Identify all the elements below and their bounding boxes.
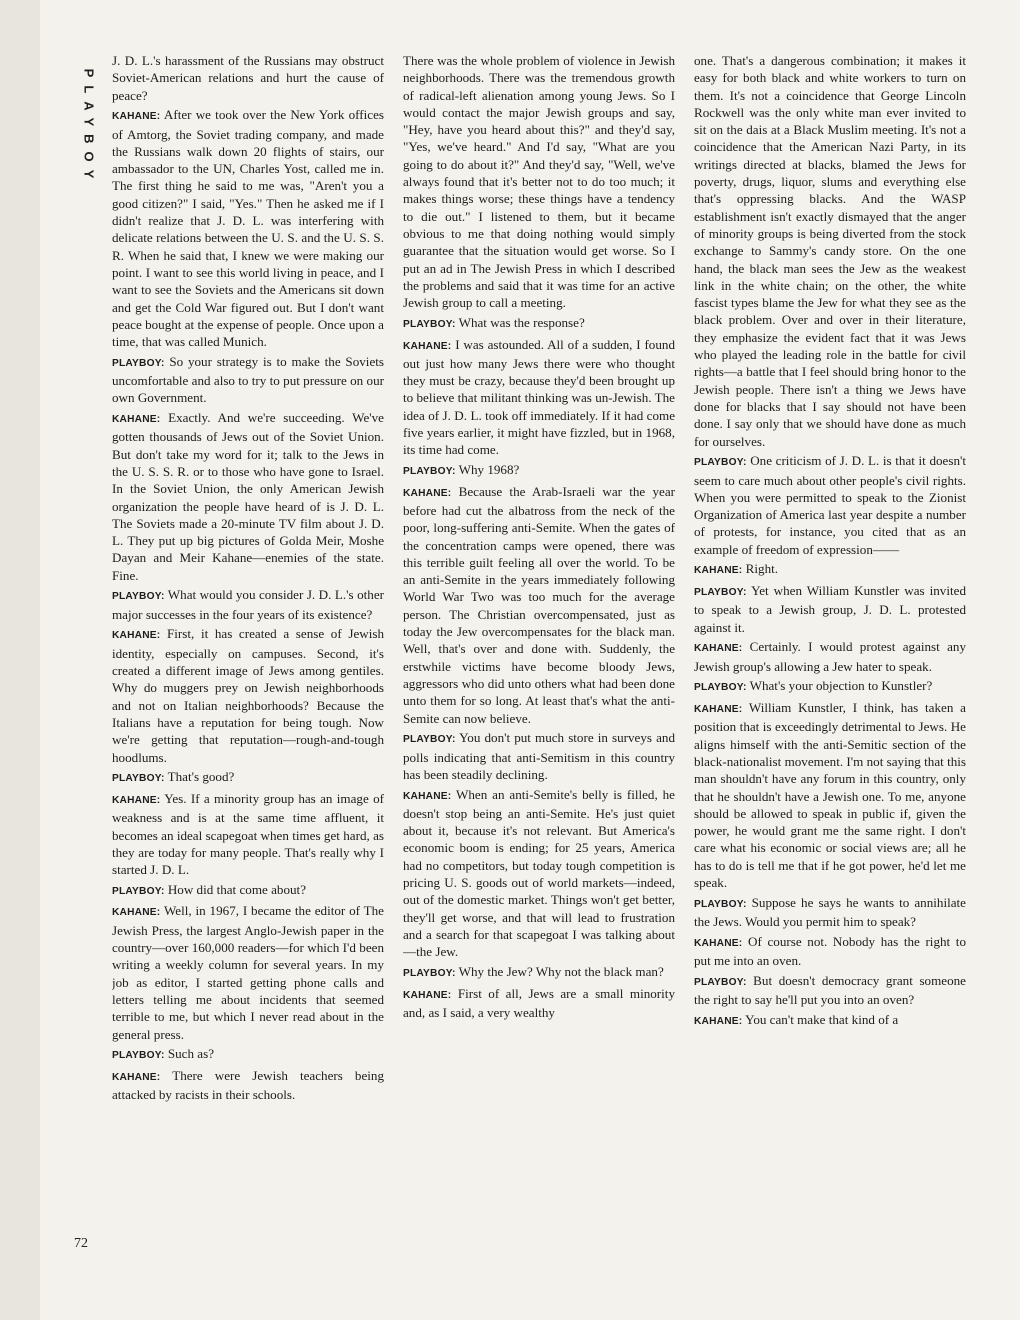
column-2 — [403, 52, 675, 1262]
running-head — [78, 52, 100, 202]
paragraph-text: Yes. If a minority group has an image of weakness and is at the same time affluent, it becomes an ideal scapegoat when times get hard, as they are today for many people. That's really why I started J. D. L. — [112, 790, 384, 878]
speaker-label: KAHANE: — [112, 414, 161, 426]
speaker-label: KAHANE: — [403, 487, 452, 499]
interview-paragraph — [403, 963, 675, 982]
interview-paragraph — [112, 586, 384, 623]
column-3 — [694, 52, 966, 1262]
speaker-label: PLAYBOY: — [112, 357, 165, 369]
paragraph-text: So your strategy is to make the Soviets uncomfortable and also to try to put pressure on our own Government. — [112, 353, 384, 406]
speaker-label: KAHANE: — [403, 340, 452, 352]
page-number: 72 — [74, 1236, 88, 1251]
interview-paragraph — [694, 638, 966, 675]
interview-paragraph — [403, 483, 675, 727]
speaker-label: KAHANE: — [112, 630, 161, 642]
interview-paragraph — [403, 985, 675, 1022]
paragraph-text: First of all, Jews are a small minority and, as I said, a very wealthy — [403, 985, 675, 1020]
interview-paragraph — [694, 677, 966, 696]
speaker-label: KAHANE: — [694, 937, 743, 949]
paragraph-text: Right. — [745, 561, 779, 577]
paragraph-text: How did that come about? — [167, 881, 307, 897]
interview-paragraph — [403, 336, 675, 459]
speaker-label: KAHANE: — [694, 1015, 743, 1027]
speaker-label: PLAYBOY: — [694, 898, 747, 910]
paragraph-text: Of course not. Nobody has the right to put me into an oven. — [694, 933, 966, 968]
speaker-label: KAHANE: — [403, 790, 452, 802]
speaker-label: KAHANE: — [403, 989, 452, 1001]
paragraph-text: Such as? — [167, 1046, 215, 1062]
paragraph-text: Because the Arab-Israeli war the year before had cut the albatross from the neck of the poor, long-suffering anti-Semite. When the gates of the concentration camps were opened, there was this terrible guilt feeling all over the world. To be an anti-Semite in the years immediately following World War Two was too much for the average person. The Christian overcompensated, just as today the Jew overcompensates for the black man. Well, that's over and done with. Suddenly, the erstwhile victims have become bloody Jews, aggressors who did unto others what had been done unto them for so long. At least that's what the anti-Semite can now believe. — [403, 483, 675, 726]
speaker-label: PLAYBOY: — [112, 591, 165, 603]
interview-paragraph — [112, 768, 384, 787]
paragraph-text: I was astounded. All of a sudden, I found out just how many Jews there were who thought they must be crazy, because they'd been brought up to believe that militant thinking was un-Jewish. The idea of J. D. L. took off immediately. If it had come five years earlier, it might have fizzled, but in 1968, its time had come. — [403, 336, 675, 458]
paragraph-text: one. That's a dangerous combination; it makes it easy for both black and white workers to turn on them. It's not a coincidence that George Lincoln Rockwell was the only white man ever invited to sit on the dais at a Black Muslim meeting. It's not a coincidence that the American Nazi Party, in its writings directed at blacks, blamed the Jews for poverty, drugs, liquor, slums and everything else that's oppressing blacks. And the WASP establishment isn't exactly dismayed that the anger of minority groups is being diverted from the stock exchange to Sammy's candy store. On the one hand, the black man sees the Jew as the weakest link in the white chain; on the other, the white fascist types blame the Jew for what they see as the black problem. Over and over in their literature, they emphasize the evident fact that it was Jews who played the leading role in the battle for civil rights—a battle that I feel should bring honor to the Jewish people. There isn't a thing we Jews have done for blacks that I say should not have been done. I say only that we should have done as much for ourselves. — [694, 53, 966, 449]
paragraph-text: There was the whole problem of violence in Jewish neighborhoods. There was the tremendous growth of radical-left alienation among young Jews. So I would contact the major Jewish groups and say, "Hey, have you heard about this?" and they'd say, "Yes, we've heard." And I'd say, "What are you going to do about it?" And they'd say, "Well, we've always found that it's better not to do too much; it makes things worse; these things have a tendency to die out." I listened to them, but it became obvious to me that doing nothing would simply guarantee that the situation would get worse. So I put an ad in The Jewish Press in which I described the problems and said that it was time for an active Jewish group to call a meeting. — [403, 53, 675, 311]
interview-paragraph — [403, 314, 675, 333]
speaker-label: PLAYBOY: — [694, 976, 747, 988]
interview-paragraph — [694, 933, 966, 970]
speaker-label: KAHANE: — [112, 1071, 161, 1083]
interview-paragraph — [694, 699, 966, 891]
interview-paragraph — [112, 1045, 384, 1064]
paragraph-text: You can't make that kind of a — [745, 1011, 899, 1027]
interview-paragraph — [112, 52, 384, 104]
paragraph-text: Certainly. I would protest against any Jewish group's allowing a Jew hater to speak. — [694, 639, 966, 674]
speaker-label: PLAYBOY: — [112, 773, 165, 785]
interview-paragraph — [112, 353, 384, 407]
speaker-label: KAHANE: — [694, 565, 743, 577]
paragraph-text: Why 1968? — [458, 462, 520, 477]
interview-paragraph — [403, 461, 675, 480]
paragraph-text: Why the Jew? Why not the black man? — [458, 963, 664, 979]
paragraph-text: But doesn't democracy grant someone the right to say he'll put you into an oven? — [694, 972, 966, 1007]
paragraph-text: Yet when William Kunstler was invited to speak to a Jewish group, J. D. L. protested against it. — [694, 583, 966, 635]
interview-paragraph — [403, 729, 675, 783]
interview-paragraph — [112, 625, 384, 765]
interview-paragraph — [403, 52, 675, 311]
interview-paragraph — [694, 582, 966, 636]
interview-paragraph — [112, 1067, 384, 1104]
running-head-text: PLAYBOY — [81, 68, 97, 186]
interview-paragraph — [694, 560, 966, 579]
speaker-label: PLAYBOY: — [403, 734, 456, 746]
paragraph-text: That's good? — [167, 769, 235, 785]
speaker-label: PLAYBOY: — [694, 682, 747, 694]
paragraph-text: Suppose he says he wants to annihilate the Jews. Would you permit him to speak? — [694, 894, 966, 929]
speaker-label: PLAYBOY: — [694, 587, 747, 599]
paragraph-text: What would you consider J. D. L.'s other major successes in the four years of its existence? — [112, 587, 384, 622]
interview-paragraph — [112, 409, 384, 584]
paragraph-text: William Kunstler, I think, has taken a position that is exceedingly detrimental to Jews. He aligns himself with the anti-Semitic section of the black-nationalist movement. I'm not saying that this man shouldn't have any forum in this country, only that he shouldn't have a Jewish one. To me, anyone should be allowed to speak in public if, given the power, he would grant me the same right. I don't care what his economic or social views are; all he has to do is tell me that if he got power, he'd let me speak. — [694, 700, 966, 890]
speaker-label: PLAYBOY: — [403, 466, 456, 477]
interview-paragraph — [112, 106, 384, 350]
paragraph-text: One criticism of J. D. L. is that it doesn't seem to care much about other people's civil rights. When you were permitted to speak to the Zionist Organization of America last year despite a number of protests, for instance, you cited that as an example of freedom of expression—— — [694, 453, 966, 557]
paragraph-text: What was the response? — [458, 314, 585, 330]
paragraph-text: You don't put much store in surveys and polls indicating that anti-Semitism in this country has been steadily declining. — [403, 730, 675, 782]
paragraph-text: First, it has created a sense of Jewish identity, especially on campuses. Second, it's created a different image of Jews among gentiles. Why do muggers prey on Jewish neighborhoods and not on Italian neighborhoods? Because the Italians have a reputation for being tough. Now we're getting that reputation—rough-and-tough hoodlums. — [112, 626, 384, 765]
interview-paragraph — [694, 52, 966, 450]
paragraph-text: Exactly. And we're succeeding. We've gotten thousands of Jews out of the Soviet Union. But don't take my word for it; talk to the Jews in the U. S. S. R. or to those who have gone to Israel. In the Soviet Union, the only American Jewish organization the people have heard of is J. D. L. The Soviets made a 20-minute TV film about J. D. L. They put up big pictures of Golda Meir, Moshe Dayan and Meir Kahane—enemies of the state. Fine. — [112, 410, 384, 583]
interview-paragraph — [112, 881, 384, 900]
interview-paragraph — [694, 972, 966, 1009]
interview-paragraph — [694, 1011, 966, 1030]
paragraph-text: J. D. L.'s harassment of the Russians may obstruct Soviet-American relations and hurt the cause of peace? — [112, 53, 384, 103]
speaker-label: PLAYBOY: — [112, 1050, 165, 1062]
speaker-label: PLAYBOY: — [403, 318, 456, 330]
interview-paragraph — [112, 790, 384, 878]
interview-paragraph — [112, 902, 384, 1042]
speaker-label: KAHANE: — [694, 643, 743, 655]
speaker-label: PLAYBOY: — [694, 457, 747, 469]
column-1 — [112, 52, 384, 1262]
paragraph-text: When an anti-Semite's belly is filled, he doesn't stop being an anti-Semite. He's just quiet about it, because it's not relevant. But America's economic boom is ending; for 25 years, America had no competitors, but today tough competition is pricing U. S. goods out of world markets—indeed, out of the domestic market. Things won't get better, they'll get worse, and that will lead to frustration and a search for that scapegoat I was talking about—the Jew. — [403, 786, 675, 960]
interview-paragraph — [694, 452, 966, 558]
paragraph-text: There were Jewish teachers being attacked by racists in their schools. — [112, 1067, 384, 1103]
paragraph-text: Well, in 1967, I became the editor of The Jewish Press, the largest Anglo-Jewish paper in the country—over 160,000 readers—for which I'd been writing a weekly column for several years. In my job as editor, I started getting phone calls and letters telling me about incidents that seemed terrible to me, but which I never read about in the general press. — [112, 903, 384, 1042]
paragraph-text: After we took over the New York offices of Amtorg, the Soviet trading company, and made the Russians walk down 20 flights of stairs, our ambassador to the UN, Charles Yost, called me in. The first thing he said to me was, "Aren't you a good citizen?" I said, "Yes." Then he asked me if I didn't realize that J. D. L. was interfering with delicate relations between the U. S. and the U. S. S. R. When he said that, I knew we were making our point. I want to see this world living in peace, and I want to see the Soviets and the Americans sit down and get the Cold War figured out. But I don't want peace bought at the expense of people. Once upon a time, that was called Munich. — [112, 107, 384, 350]
speaker-label: KAHANE: — [112, 907, 161, 919]
interview-paragraph — [403, 786, 675, 961]
speaker-label: KAHANE: — [112, 111, 161, 123]
speaker-label: PLAYBOY: — [112, 885, 165, 897]
speaker-label: KAHANE: — [112, 794, 161, 806]
interview-paragraph — [694, 894, 966, 931]
speaker-label: PLAYBOY: — [403, 967, 456, 979]
page-edge — [0, 0, 40, 1320]
speaker-label: KAHANE: — [694, 704, 743, 716]
paragraph-text: What's your objection to Kunstler? — [749, 678, 933, 694]
